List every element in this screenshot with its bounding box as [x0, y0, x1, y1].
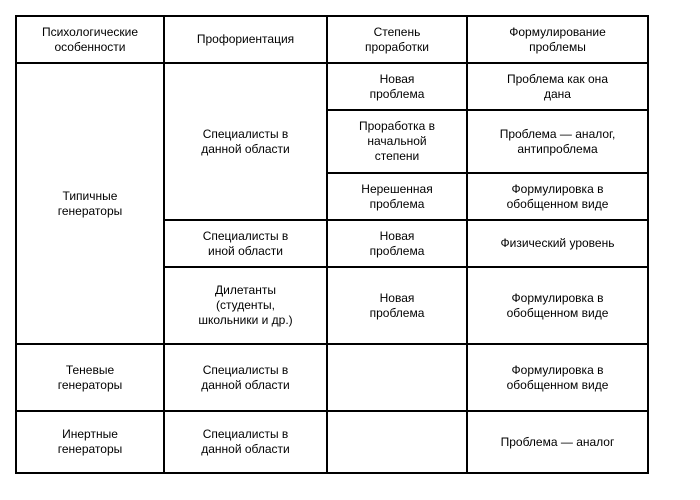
table-header-row [16, 16, 648, 63]
formulation-cell: Проблема как она дана [467, 63, 648, 110]
table-row [16, 411, 648, 473]
header-problem-formulation: Формулирование проблемы [467, 16, 648, 63]
orientation-shadow-specialists: Специалисты в данной области [164, 344, 327, 411]
degree-cell: Нерешенная проблема [327, 173, 467, 220]
orientation-specialists-domain: Специалисты в данной области [164, 63, 327, 220]
degree-cell: Новая проблема [327, 267, 467, 344]
group-shadow-generators: Теневые генераторы [16, 344, 164, 411]
table-row [16, 63, 648, 110]
orientation-inert-specialists: Специалисты в данной области [164, 411, 327, 473]
header-psychological-features: Психологические особенности [16, 16, 164, 63]
degree-cell: Проработка в начальной степени [327, 110, 467, 173]
header-degree-of-elaboration: Степень проработки [327, 16, 467, 63]
group-inert-generators: Инертные генераторы [16, 411, 164, 473]
generator-table-container [15, 15, 647, 474]
degree-cell: Новая проблема [327, 220, 467, 267]
orientation-dilettantes: Дилетанты (студенты, школьники и др.) [164, 267, 327, 344]
orientation-specialists-other: Специалисты в иной области [164, 220, 327, 267]
degree-cell: Новая проблема [327, 63, 467, 110]
formulation-cell: Физический уровень [467, 220, 648, 267]
formulation-cell: Формулировка в обобщенном виде [467, 344, 648, 411]
formulation-cell: Формулировка в обобщенном виде [467, 173, 648, 220]
formulation-cell: Проблема — аналог, антипроблема [467, 110, 648, 173]
group-typical-generators: Типичные генераторы [16, 63, 164, 344]
table-row [16, 344, 648, 411]
degree-cell [327, 344, 467, 411]
degree-cell [327, 411, 467, 473]
generator-table [15, 15, 649, 474]
formulation-cell: Формулировка в обобщенном виде [467, 267, 648, 344]
header-career-orientation: Профориентация [164, 16, 327, 63]
formulation-cell: Проблема — аналог [467, 411, 648, 473]
